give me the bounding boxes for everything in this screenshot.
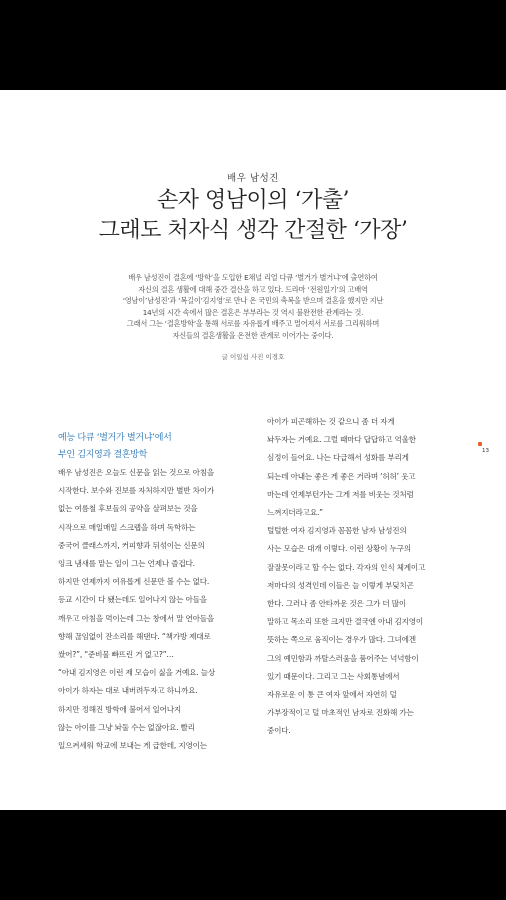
- lede-line: 자신의 결혼 생활에 대해 중간 결산을 하고 있다. 드라마 ‘전원일기’의 고배역: [138, 284, 368, 294]
- body-text-line: 잉크 냄새를 맡는 일이 그는 언제나 즐겁다.: [58, 559, 195, 569]
- body-text-line: 일으켜세워 학교에 보내는 게 급한데, 지영이는: [58, 741, 207, 751]
- body-text-line: 없는 여름철 후보들의 공약을 살펴보는 것을: [58, 504, 198, 514]
- body-text-line: 털털한 여자 김지영과 꼼꼼한 남자 남성진의: [267, 526, 407, 536]
- body-text-line: 그의 예민함과 까탈스러움을 품어주는 넉넉함이: [267, 653, 419, 663]
- body-text-line: 시작으로 매일매일 스크랩을 하며 독학하는: [58, 522, 196, 532]
- body-text-line: 잘잘못이라고 할 수는 없다. 각자의 인식 체계이고: [267, 562, 426, 572]
- article-headline: [0, 186, 506, 246]
- body-text-line: 뜻하는 쪽으로 움직이는 경우가 많다. 그녀에겐: [267, 635, 416, 645]
- body-text-line: 아이가 피곤해하는 것 같으니 좀 더 자게: [267, 417, 395, 426]
- body-text-line: 등교 시간이 다 됐는데도 일어나지 않는 아들을: [58, 595, 207, 605]
- subhead-line-1: 예능 다큐 ‘별거가 별거냐’에서: [58, 433, 172, 443]
- body-text-line: 느껴지더라고요.”: [267, 508, 323, 518]
- body-text-line: 중국어 클래스까지, 커피향과 뒤섞이는 신문의: [58, 540, 205, 550]
- body-text-line: 않는 아이를 그냥 놔둘 수는 없잖아요. 빨리: [58, 722, 195, 732]
- body-text-line: “아내 김지영은 이런 제 모습이 싫을 거예요. 늘상: [58, 668, 216, 678]
- page-marker-icon: [478, 442, 482, 446]
- body-text-line: 놔두자는 거예요. 그럴 때마다 답답하고 억울한: [267, 435, 416, 445]
- body-text-line: 깨우고 아침을 먹이는데 그는 창에서 말 연아들을: [58, 613, 214, 623]
- right-column: [267, 413, 467, 741]
- subhead-line-2: 부인 김지영과 결혼방학: [58, 450, 148, 460]
- body-text-line: 저마다의 성격인데 이들은 늘 이렇게 부딪치곤: [267, 580, 414, 590]
- body-text-line: 향해 끊임없이 잔소리를 해댄다. “책가방 제대로: [58, 631, 211, 641]
- article-lede: [96, 272, 410, 342]
- body-text-line: 있기 때문이다. 그리고 그는 사회통념에서: [267, 671, 400, 681]
- body-text-line: 가부장적이고 덜 마초적인 남자로 진화해 가는: [267, 708, 414, 718]
- body-text-line: 시작한다. 보수와 진보를 자처하지만 별반 차이가: [58, 486, 214, 496]
- page-number: 13: [482, 448, 489, 454]
- lede-line: 자신들의 결혼생활을 온전한 관계로 이어가는 중이다.: [172, 330, 334, 340]
- body-text-line: 사는 모습은 대개 이렇다. 이런 상황이 누구의: [267, 544, 411, 554]
- left-column: [58, 430, 258, 755]
- lede-line: ‘영남이’남성진’과 ‘복길이’김지영’로 만나 온 국민의 축복을 받으며 결혼을 했지만 지난: [122, 296, 384, 306]
- headline-line-1: 손자 영남이의 ‘가출’: [157, 188, 349, 213]
- body-text-line: 중이다.: [267, 726, 291, 736]
- body-text-line: 하지만 언제까지 여유롭게 신문만 볼 수는 없다.: [58, 577, 210, 587]
- body-text-line: 배우 남성진은 오늘도 신문을 읽는 것으로 아침을: [58, 468, 214, 477]
- article-kicker: 배우 남성진: [227, 173, 279, 184]
- section-subhead: [58, 430, 258, 464]
- body-text-line: 아이가 하자는 대로 내버려두자고 하니까요.: [58, 686, 198, 696]
- body-text-line: 한다. 그러나 좀 안타까운 것은 그가 더 많이: [267, 599, 407, 609]
- lede-line: 배우 남성진이 결혼에 ‘방학’을 도입한 E채널 리얼 다큐 ‘별거가 별거냐’에 출연하여: [128, 273, 378, 282]
- lede-line: 14년의 시간 속에서 많은 결혼은 부부라는 것 역시 불완전한 관계라는 것.: [142, 307, 364, 317]
- headline-line-2: 그래도 처자식 생각 간절한 ‘가장’: [98, 218, 408, 243]
- magazine-page[interactable]: [0, 90, 506, 810]
- body-text-line: 말하고 목소리 또한 크지만 결국엔 아내 김지영이: [267, 617, 423, 627]
- body-text-line: 마는데 언제부턴가는 그게 저를 비웃는 것처럼: [267, 489, 414, 499]
- body-text-line: 자유로운 이 통 큰 여자 앞에서 자연히 덜: [267, 690, 397, 700]
- lede-line: 그래서 그는 ‘결혼방학’을 통해 서로를 자유롭게 배주고 멀어져서 서로를 그리워하며: [126, 319, 380, 329]
- article-byline: 글 이일섭 사진 이경호: [221, 353, 285, 361]
- body-text-line: 쌌어?”, “준비물 빠뜨린 거 없고?”…: [58, 650, 174, 660]
- body-text-line: 심정이 들어요. 나는 다급해서 성화를 부리게: [267, 453, 409, 463]
- body-text-line: 하지만 정해진 방학에 불어서 일어나지: [58, 704, 182, 714]
- body-text-line: 되는데 아내는 좋은 게 좋은 거라며 ‘허허’ 웃고: [267, 471, 416, 481]
